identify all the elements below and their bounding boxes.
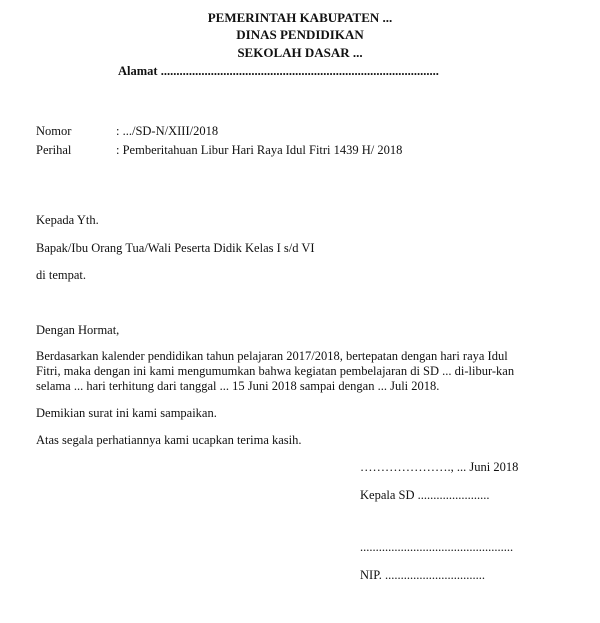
address-value: .........................................................................................: [157, 64, 439, 78]
perihal-value: : Pemberitahuan Libur Hari Raya Idul Fitri 1439 H/ 2018: [116, 143, 403, 157]
recipient-name: Bapak/Ibu Orang Tua/Wali Peserta Didik Kelas I s/d VI: [36, 241, 315, 255]
signature-title: Kepala SD .......................: [360, 488, 490, 502]
nomor-value: : .../SD-N/XIII/2018: [116, 124, 219, 138]
letterhead-line-department: DINAS PENDIDIKAN: [236, 27, 364, 42]
recipient-place: di tempat.: [36, 268, 86, 282]
signature-name-line: .................................................: [360, 540, 514, 554]
signature-date: …………………., ... Juni 2018: [360, 460, 519, 474]
body-paragraph-line-1: Berdasarkan kalender pendidikan tahun pelajaran 2017/2018, bertepatan dengan hari raya Idul: [36, 349, 508, 363]
letterhead-line-school: SEKOLAH DASAR ...: [237, 45, 363, 60]
closing-thanks: Atas segala perhatiannya kami ucapkan terima kasih.: [36, 433, 302, 447]
signature-nip: NIP. ................................: [360, 568, 486, 582]
letterhead-address: [118, 64, 439, 80]
nomor-label: Nomor: [36, 124, 72, 138]
body-paragraph-line-2: Fitri, maka dengan ini kami mengumumkan bahwa kegiatan pembelajaran di SD ... di-libur-kan: [36, 364, 515, 378]
greeting: Dengan Hormat,: [36, 323, 120, 337]
perihal-label: Perihal: [36, 143, 72, 157]
body-paragraph-line-3: selama ... hari terhitung dari tanggal ... 15 Juni 2018 sampai dengan ... Juli 2018.: [36, 379, 440, 393]
letterhead-line-government: PEMERINTAH KABUPATEN ...: [207, 10, 393, 25]
recipient-salutation: Kepada Yth.: [36, 213, 99, 227]
closing-statement: Demikian surat ini kami sampaikan.: [36, 406, 217, 420]
address-label: Alamat: [118, 64, 158, 78]
